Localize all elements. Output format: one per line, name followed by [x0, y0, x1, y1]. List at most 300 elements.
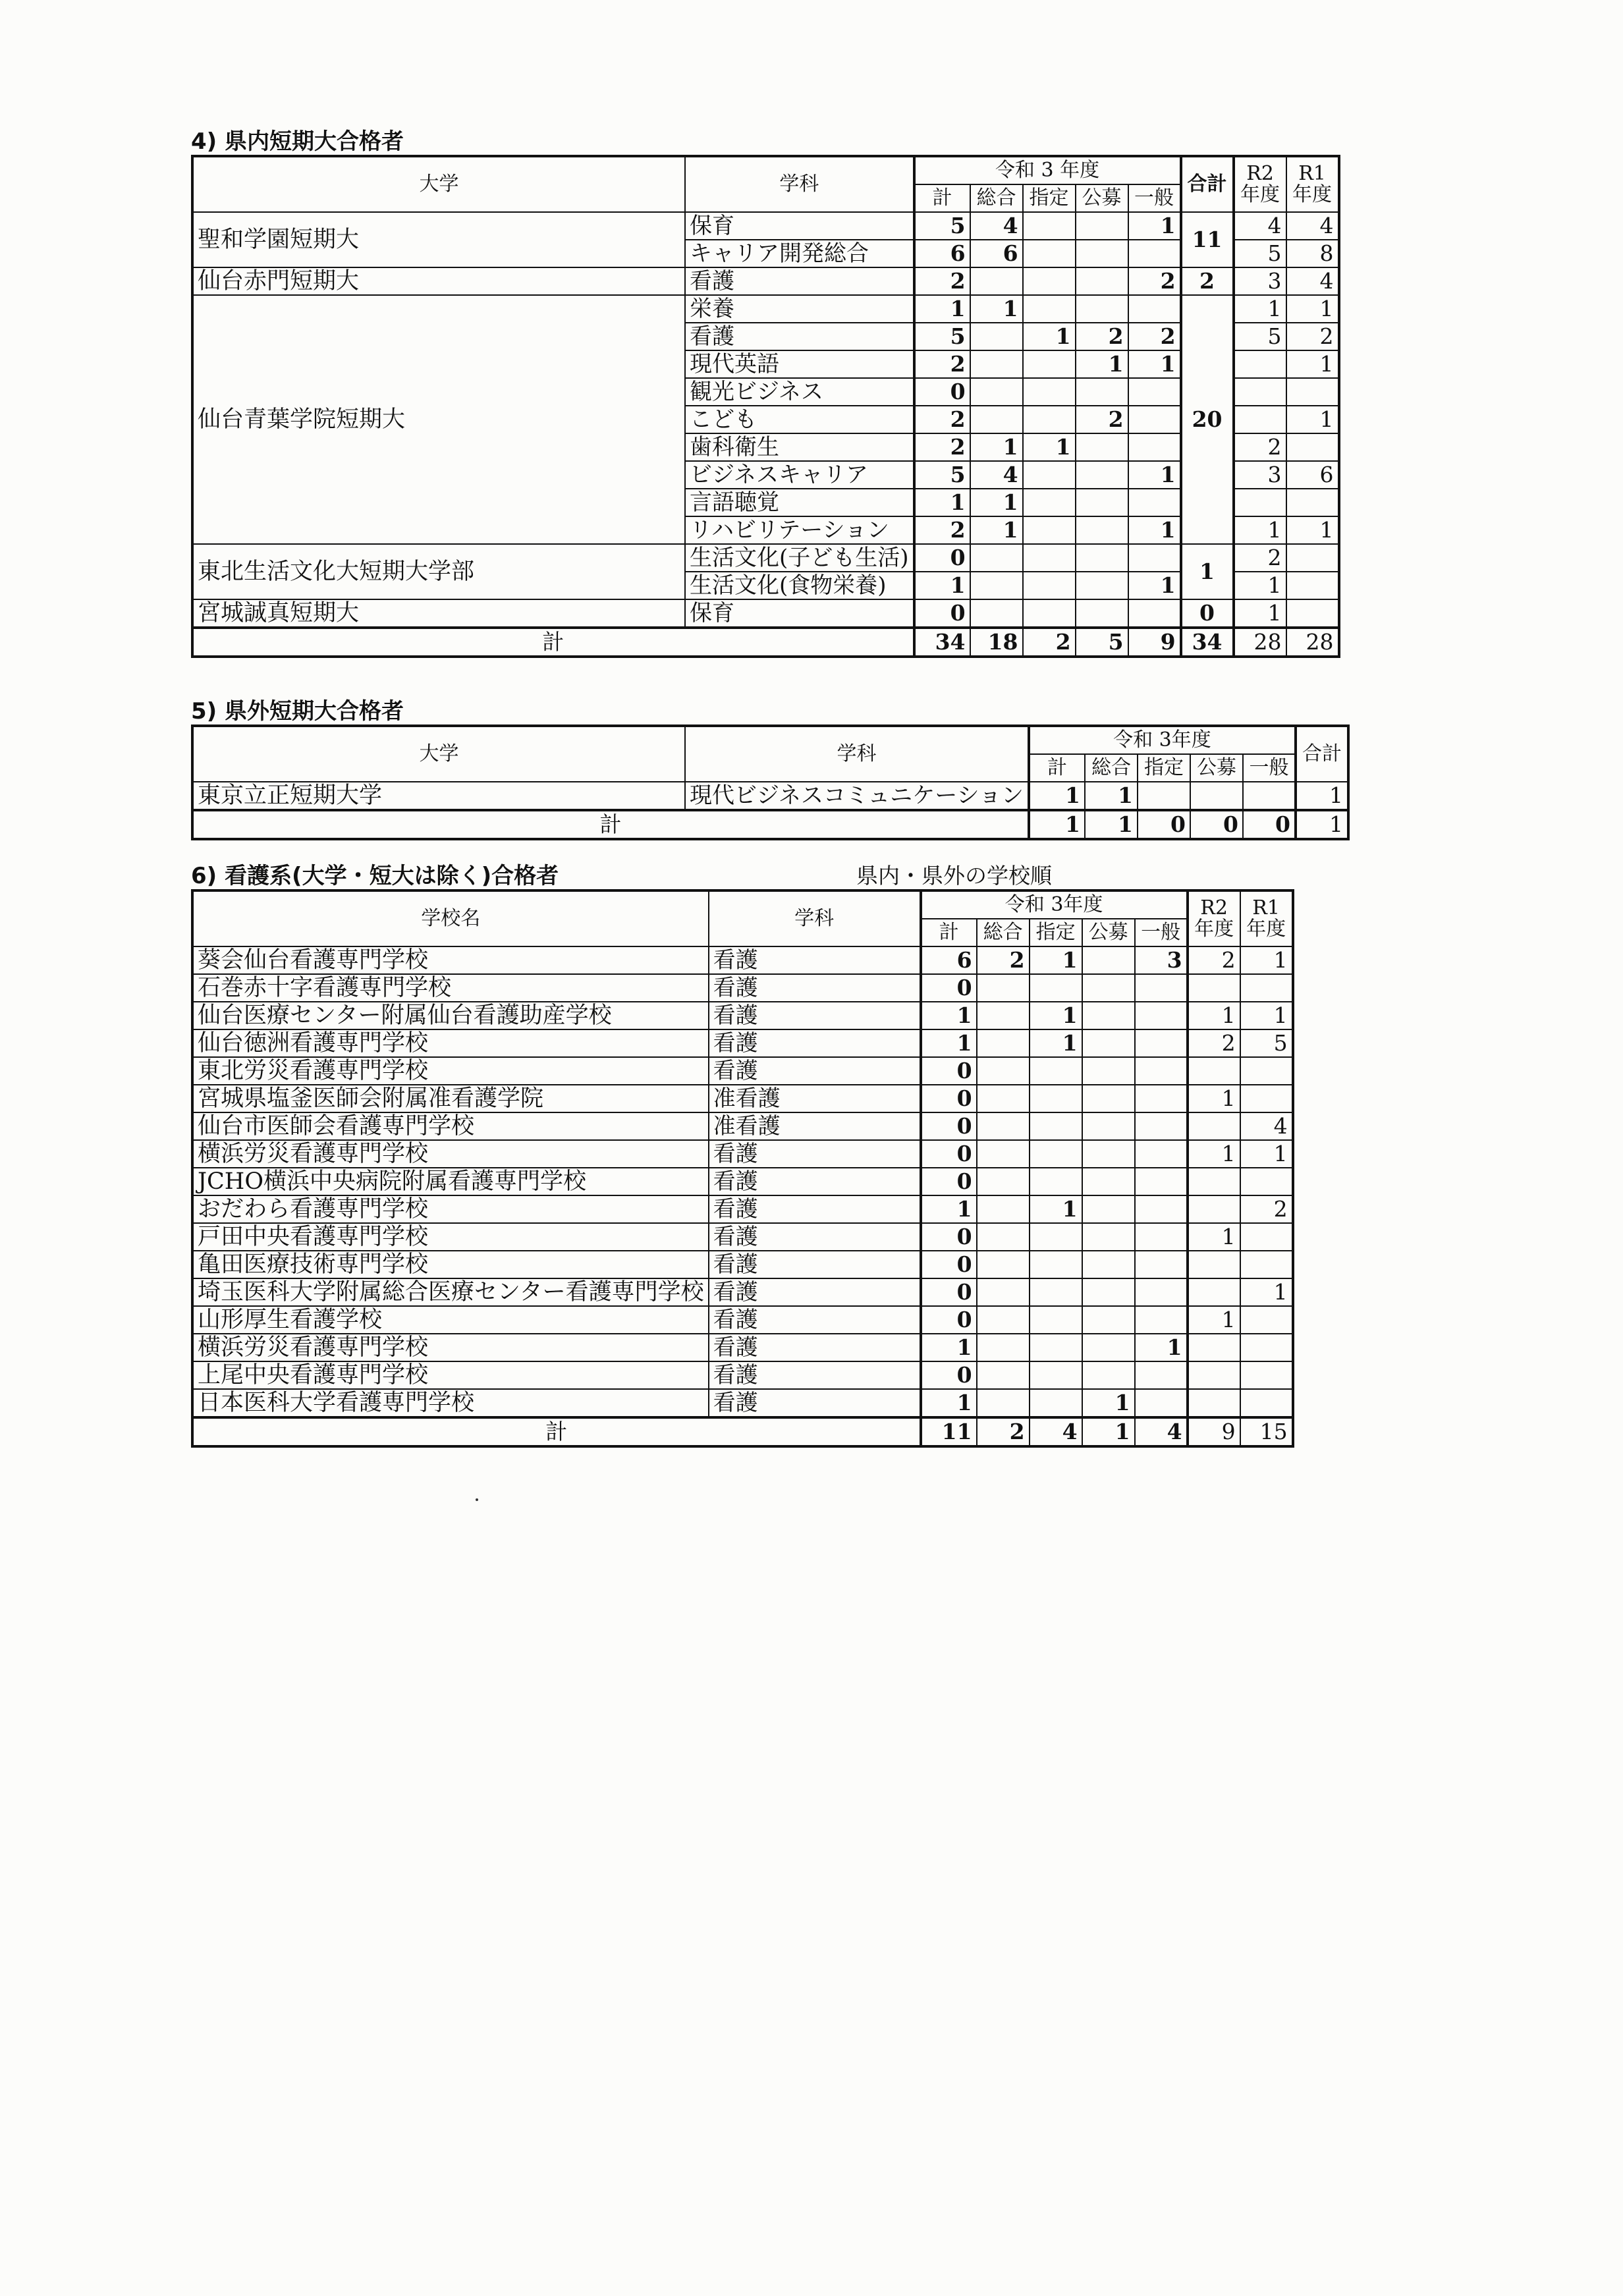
header-ippan: 一般 [1243, 754, 1296, 782]
count-kei: 1 [921, 1029, 977, 1057]
count-kobo [1076, 516, 1128, 544]
count-sogo [970, 572, 1023, 599]
count-ippan: 1 [1128, 572, 1181, 599]
school-name: 仙台徳洲看護専門学校 [192, 1029, 709, 1057]
count-shitei [1030, 1085, 1082, 1112]
count-r2 [1188, 1251, 1240, 1278]
count-kobo [1082, 1002, 1135, 1029]
total-r2: 9 [1188, 1417, 1240, 1446]
total-label: 計 [192, 1417, 921, 1446]
header-shitei: 指定 [1023, 184, 1076, 212]
table-row [192, 782, 1348, 810]
count-r2: 2 [1188, 946, 1240, 974]
table-row [192, 1334, 1293, 1361]
count-r2: 3 [1234, 267, 1286, 295]
count-kei: 1 [921, 1002, 977, 1029]
count-shitei [1030, 1057, 1082, 1085]
count-ippan [1135, 1306, 1188, 1334]
total-kei: 34 [914, 628, 970, 657]
count-kobo [1076, 378, 1128, 406]
dept-name: 看護 [709, 1334, 921, 1361]
school-name: 横浜労災看護専門学校 [192, 1334, 709, 1361]
header-univ: 大学 [192, 156, 685, 212]
total-shitei: 0 [1138, 810, 1190, 839]
dept-name: 看護 [709, 1140, 921, 1168]
count-r1: 1 [1240, 1278, 1293, 1306]
section-6 [191, 863, 1294, 1448]
school-name: 東北労災看護専門学校 [192, 1057, 709, 1085]
count-r2 [1188, 1361, 1240, 1389]
table-row [192, 1361, 1293, 1389]
count-r2: 1 [1188, 1223, 1240, 1251]
count-ippan [1128, 378, 1181, 406]
header-year: 令和 3年度 [921, 890, 1188, 919]
count-r1 [1240, 1085, 1293, 1112]
table-row [192, 1057, 1293, 1085]
count-kobo [1076, 267, 1128, 295]
count-kobo: 2 [1076, 406, 1128, 433]
dept-name: 現代英語 [685, 350, 914, 378]
count-ippan [1135, 1140, 1188, 1168]
total-total: 1 [1296, 810, 1348, 839]
table-row [192, 1112, 1293, 1140]
table-row [192, 1140, 1293, 1168]
count-kei: 2 [914, 267, 970, 295]
count-ippan: 2 [1128, 323, 1181, 350]
header-kobo: 公募 [1190, 754, 1243, 782]
count-ippan [1128, 433, 1181, 461]
dept-name: 栄養 [685, 295, 914, 323]
total-shitei: 2 [1023, 628, 1076, 657]
count-shitei [1030, 1278, 1082, 1306]
school-name: 戸田中央看護専門学校 [192, 1223, 709, 1251]
count-sogo [977, 1112, 1030, 1140]
header-dept: 学科 [709, 890, 921, 946]
count-shitei [1138, 782, 1190, 810]
count-total: 0 [1181, 599, 1234, 628]
count-r1 [1286, 572, 1339, 599]
count-r1: 8 [1286, 240, 1339, 267]
header-school: 学校名 [192, 890, 709, 946]
header-shitei: 指定 [1030, 919, 1082, 946]
count-r2 [1234, 350, 1286, 378]
count-kobo [1076, 489, 1128, 516]
count-r1: 2 [1240, 1195, 1293, 1223]
count-kei: 0 [914, 599, 970, 628]
count-sogo [977, 1002, 1030, 1029]
dept-name: 看護 [709, 1168, 921, 1195]
count-sogo: 1 [970, 295, 1023, 323]
count-ippan [1135, 1112, 1188, 1140]
dept-name: 現代ビジネスコミュニケーション [685, 782, 1029, 810]
count-r1 [1240, 1389, 1293, 1417]
table-row [192, 1085, 1293, 1112]
dept-name: 看護 [709, 1223, 921, 1251]
count-sogo [977, 1029, 1030, 1057]
count-shitei [1030, 1140, 1082, 1168]
total-sogo: 18 [970, 628, 1023, 657]
header-sogo: 総合 [970, 184, 1023, 212]
count-kobo [1076, 212, 1128, 240]
count-shitei [1023, 461, 1076, 489]
count-shitei [1023, 350, 1076, 378]
count-kobo [1082, 1168, 1135, 1195]
table-row [192, 295, 1339, 323]
table-row [192, 1223, 1293, 1251]
school-name: JCHO横浜中央病院附属看護専門学校 [192, 1168, 709, 1195]
count-kobo [1082, 1361, 1135, 1389]
count-ippan [1135, 1029, 1188, 1057]
count-r1 [1240, 974, 1293, 1002]
count-shitei [1023, 599, 1076, 628]
count-kobo [1082, 1195, 1135, 1223]
count-ippan [1128, 240, 1181, 267]
count-ippan: 3 [1135, 946, 1188, 974]
count-r1 [1240, 1334, 1293, 1361]
dept-name: 生活文化(子ども生活) [685, 544, 914, 572]
header-r1: R1 年度 [1286, 156, 1339, 212]
count-sogo [977, 1168, 1030, 1195]
count-kobo [1082, 1251, 1135, 1278]
count-kei: 0 [921, 1251, 977, 1278]
count-sogo [977, 974, 1030, 1002]
count-sogo [977, 1057, 1030, 1085]
count-r1: 4 [1286, 212, 1339, 240]
count-ippan: 1 [1135, 1334, 1188, 1361]
table-row [192, 544, 1339, 572]
count-r1 [1286, 599, 1339, 628]
count-kei: 1 [921, 1195, 977, 1223]
univ-name: 東北生活文化大短期大学部 [192, 544, 685, 599]
dept-name: リハビリテーション [685, 516, 914, 544]
count-r1: 6 [1286, 461, 1339, 489]
count-kobo [1082, 974, 1135, 1002]
total-row [192, 810, 1348, 839]
count-kei: 0 [914, 378, 970, 406]
count-kei: 0 [921, 1361, 977, 1389]
count-kobo [1082, 1057, 1135, 1085]
count-r1 [1240, 1057, 1293, 1085]
total-sogo: 2 [977, 1417, 1030, 1446]
dept-name: 言語聴覚 [685, 489, 914, 516]
count-kobo: 2 [1076, 323, 1128, 350]
total-r1: 28 [1286, 628, 1339, 657]
count-shitei [1030, 1223, 1082, 1251]
table-row [192, 267, 1339, 295]
count-kobo [1082, 1029, 1135, 1057]
count-r1: 1 [1286, 406, 1339, 433]
header-kei: 計 [921, 919, 977, 946]
table-row [192, 974, 1293, 1002]
count-ippan [1135, 1057, 1188, 1085]
total-shitei: 4 [1030, 1417, 1082, 1446]
count-kobo: 1 [1076, 350, 1128, 378]
header-kei: 計 [914, 184, 970, 212]
table-row [192, 1195, 1293, 1223]
count-sogo: 1 [970, 433, 1023, 461]
count-sogo [977, 1251, 1030, 1278]
table-row [192, 1306, 1293, 1334]
dept-name: 歯科衛生 [685, 433, 914, 461]
count-r1: 1 [1286, 295, 1339, 323]
dept-name: 看護 [709, 1057, 921, 1085]
count-r2: 1 [1188, 1306, 1240, 1334]
count-shitei: 1 [1030, 1029, 1082, 1057]
table-row [192, 1389, 1293, 1417]
total-total: 34 [1181, 628, 1234, 657]
dept-name: 看護 [709, 1029, 921, 1057]
count-sogo [977, 1306, 1030, 1334]
count-r2: 1 [1188, 1002, 1240, 1029]
header-kobo: 公募 [1082, 919, 1135, 946]
count-ippan [1128, 599, 1181, 628]
count-ippan [1135, 1361, 1188, 1389]
count-r2: 2 [1188, 1029, 1240, 1057]
count-r1: 4 [1240, 1112, 1293, 1140]
count-total: 11 [1181, 212, 1234, 267]
count-sogo: 6 [970, 240, 1023, 267]
count-r2: 1 [1188, 1085, 1240, 1112]
count-sogo: 1 [970, 516, 1023, 544]
count-kei: 0 [921, 1278, 977, 1306]
count-kei: 1 [914, 295, 970, 323]
count-ippan [1135, 1251, 1188, 1278]
count-kobo [1076, 240, 1128, 267]
section-6-title-text: 6) 看護系(大学・短大は除く)合格者 [191, 863, 559, 889]
section-5-title: 5) 県外短期大合格者 [191, 698, 404, 724]
count-ippan [1128, 295, 1181, 323]
school-name: おだわら看護専門学校 [192, 1195, 709, 1223]
count-shitei [1023, 240, 1076, 267]
count-kei: 0 [921, 1306, 977, 1334]
count-r2 [1188, 1057, 1240, 1085]
count-sogo [970, 350, 1023, 378]
count-kobo [1082, 1112, 1135, 1140]
univ-name: 仙台青葉学院短期大 [192, 295, 685, 544]
total-kobo: 1 [1082, 1417, 1135, 1446]
count-r1: 2 [1286, 323, 1339, 350]
section-4-table [191, 155, 1340, 658]
count-r1: 1 [1240, 1002, 1293, 1029]
count-sogo [970, 406, 1023, 433]
count-r2: 1 [1234, 295, 1286, 323]
dept-name: キャリア開発総合 [685, 240, 914, 267]
dept-name: 看護 [685, 323, 914, 350]
count-sogo [977, 1361, 1030, 1389]
count-shitei [1030, 974, 1082, 1002]
count-ippan [1135, 1223, 1188, 1251]
header-ippan: 一般 [1135, 919, 1188, 946]
univ-name: 東京立正短期大学 [192, 782, 685, 810]
header-sogo: 総合 [1085, 754, 1138, 782]
school-name: 日本医科大学看護専門学校 [192, 1389, 709, 1417]
count-shitei [1023, 378, 1076, 406]
count-r1: 1 [1286, 516, 1339, 544]
count-ippan [1135, 1278, 1188, 1306]
count-r2 [1188, 1389, 1240, 1417]
count-r2: 1 [1234, 599, 1286, 628]
count-kei: 1 [921, 1334, 977, 1361]
count-kobo [1190, 782, 1243, 810]
count-kobo [1076, 599, 1128, 628]
count-r1: 1 [1286, 350, 1339, 378]
count-r2: 5 [1234, 323, 1286, 350]
count-kei: 2 [914, 406, 970, 433]
count-r1: 4 [1286, 267, 1339, 295]
count-sogo [977, 1195, 1030, 1223]
count-sogo: 1 [1085, 782, 1138, 810]
count-kobo [1082, 1306, 1135, 1334]
dept-name: 看護 [685, 267, 914, 295]
dept-name: 看護 [709, 1389, 921, 1417]
count-kobo [1082, 1334, 1135, 1361]
table-row [192, 212, 1339, 240]
count-r1 [1240, 1361, 1293, 1389]
total-sogo: 1 [1085, 810, 1138, 839]
table-row [192, 1278, 1293, 1306]
header-univ: 大学 [192, 726, 685, 782]
header-dept: 学科 [685, 726, 1029, 782]
count-ippan: 1 [1128, 212, 1181, 240]
total-r2: 28 [1234, 628, 1286, 657]
table-row [192, 1002, 1293, 1029]
count-kobo [1082, 1140, 1135, 1168]
count-shitei [1023, 489, 1076, 516]
count-shitei [1030, 1251, 1082, 1278]
count-total: 1 [1181, 544, 1234, 599]
count-ippan [1128, 544, 1181, 572]
count-total: 1 [1296, 782, 1348, 810]
count-kei: 1 [914, 572, 970, 599]
table-row [192, 946, 1293, 974]
count-shitei [1030, 1112, 1082, 1140]
count-shitei [1023, 406, 1076, 433]
count-shitei [1023, 516, 1076, 544]
count-r2 [1188, 1112, 1240, 1140]
section-5 [191, 698, 1350, 840]
count-kei: 0 [914, 544, 970, 572]
count-kei: 6 [914, 240, 970, 267]
count-shitei: 1 [1023, 433, 1076, 461]
header-shitei: 指定 [1138, 754, 1190, 782]
count-sogo [977, 1389, 1030, 1417]
count-sogo [970, 267, 1023, 295]
count-r2 [1234, 378, 1286, 406]
count-r1 [1286, 378, 1339, 406]
header-year: 令和 3 年度 [914, 156, 1181, 184]
total-label: 計 [192, 628, 914, 657]
section-6-note: 県内・県外の学校順 [856, 863, 1052, 888]
total-r1: 15 [1240, 1417, 1293, 1446]
total-row [192, 1417, 1293, 1446]
count-r2 [1188, 1195, 1240, 1223]
count-r1: 5 [1240, 1029, 1293, 1057]
total-kei: 11 [921, 1417, 977, 1446]
count-kei: 0 [921, 1085, 977, 1112]
header-r2: R2 年度 [1234, 156, 1286, 212]
count-shitei [1030, 1389, 1082, 1417]
count-kobo [1076, 433, 1128, 461]
count-shitei [1030, 1334, 1082, 1361]
count-sogo: 4 [970, 212, 1023, 240]
count-kei: 0 [921, 1057, 977, 1085]
count-kei: 0 [921, 974, 977, 1002]
table-row [192, 1168, 1293, 1195]
count-ippan: 1 [1128, 516, 1181, 544]
count-r2: 1 [1188, 1140, 1240, 1168]
school-name: 埼玉医科大学附属総合医療センター看護専門学校 [192, 1278, 709, 1306]
univ-name: 宮城誠真短期大 [192, 599, 685, 628]
count-r1 [1286, 433, 1339, 461]
header-year: 令和 3年度 [1029, 726, 1296, 754]
count-ippan [1135, 1085, 1188, 1112]
count-sogo [977, 1278, 1030, 1306]
count-r2 [1188, 1278, 1240, 1306]
count-kei: 0 [921, 1168, 977, 1195]
total-ippan: 4 [1135, 1417, 1188, 1446]
count-kei: 1 [1029, 782, 1085, 810]
count-shitei [1023, 572, 1076, 599]
header-r2: R2 年度 [1188, 890, 1240, 946]
count-r1 [1286, 489, 1339, 516]
school-name: 上尾中央看護専門学校 [192, 1361, 709, 1389]
count-kei: 2 [914, 433, 970, 461]
count-kobo [1082, 946, 1135, 974]
header-kei: 計 [1029, 754, 1085, 782]
total-kobo: 0 [1190, 810, 1243, 839]
univ-name: 仙台赤門短期大 [192, 267, 685, 295]
count-r2 [1188, 974, 1240, 1002]
header-kobo: 公募 [1076, 184, 1128, 212]
count-sogo [977, 1085, 1030, 1112]
count-shitei [1023, 267, 1076, 295]
count-sogo [970, 323, 1023, 350]
school-name: 仙台市医師会看護専門学校 [192, 1112, 709, 1140]
dept-name: 准看護 [709, 1085, 921, 1112]
count-kei: 5 [914, 323, 970, 350]
dept-name: 准看護 [709, 1112, 921, 1140]
count-sogo [970, 378, 1023, 406]
count-total: 2 [1181, 267, 1234, 295]
dept-name: 看護 [709, 974, 921, 1002]
count-r2: 1 [1234, 516, 1286, 544]
count-kobo [1076, 572, 1128, 599]
count-kei: 0 [921, 1223, 977, 1251]
count-sogo: 4 [970, 461, 1023, 489]
count-kei: 2 [914, 516, 970, 544]
dept-name: 生活文化(食物栄養) [685, 572, 914, 599]
section-6-title [191, 863, 1294, 889]
count-r2: 3 [1234, 461, 1286, 489]
count-kei: 1 [914, 489, 970, 516]
count-r2: 4 [1234, 212, 1286, 240]
count-r1 [1240, 1306, 1293, 1334]
count-sogo: 2 [977, 946, 1030, 974]
school-name: 仙台医療センター附属仙台看護助産学校 [192, 1002, 709, 1029]
count-shitei: 1 [1030, 1195, 1082, 1223]
school-name: 山形厚生看護学校 [192, 1306, 709, 1334]
count-kobo [1076, 461, 1128, 489]
count-kei: 1 [921, 1389, 977, 1417]
count-r1: 1 [1240, 1140, 1293, 1168]
table-row [192, 599, 1339, 628]
school-name: 横浜労災看護専門学校 [192, 1140, 709, 1168]
count-shitei: 1 [1030, 1002, 1082, 1029]
count-r2: 1 [1234, 572, 1286, 599]
count-r1 [1240, 1168, 1293, 1195]
count-sogo [970, 544, 1023, 572]
dept-name: こども [685, 406, 914, 433]
